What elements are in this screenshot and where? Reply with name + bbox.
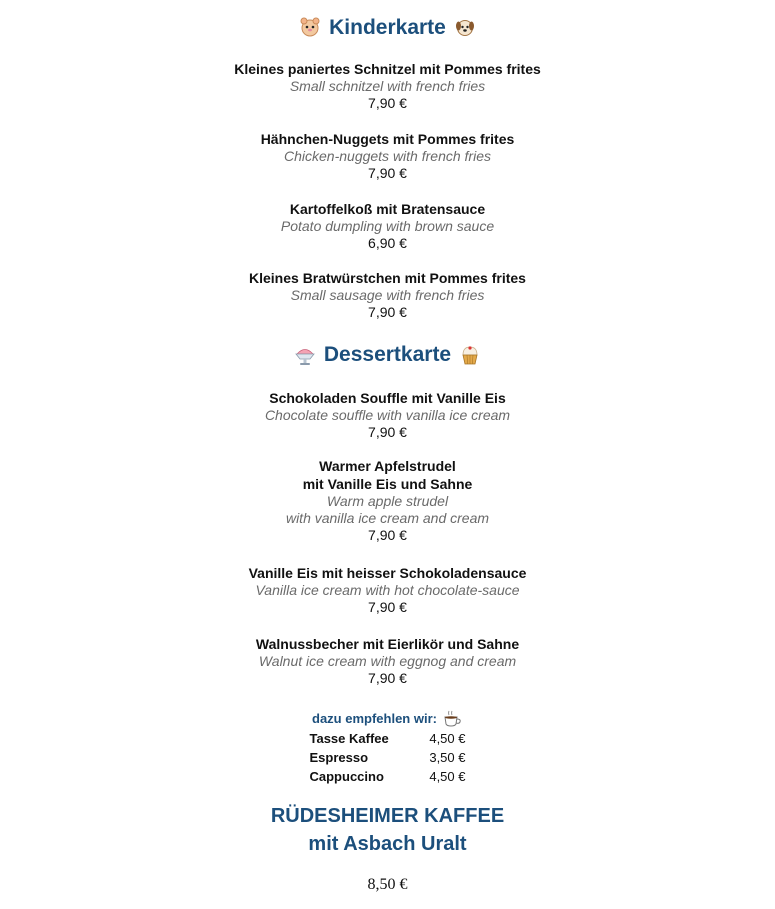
item-price: 7,90 € — [368, 165, 407, 181]
item-name-en: Potato dumpling with brown sauce — [280, 218, 495, 234]
item-price: 6,90 € — [368, 235, 407, 251]
special-title: RÜDESHEIMER KAFFEE — [270, 805, 505, 827]
hamster-face-icon — [299, 17, 321, 39]
item-name-en: Small sausage with french fries — [290, 287, 485, 303]
item-price: 7,90 € — [368, 527, 407, 543]
hot-beverage-icon — [443, 709, 463, 727]
kinderkarte-title — [0, 13, 775, 43]
kinder-item — [0, 130, 775, 182]
item-name-en: Warm apple strudel — [326, 493, 449, 509]
item-name-en: with vanilla ice cream and cream — [285, 510, 490, 526]
kinderkarte-title-text: Kinderkarte — [329, 16, 446, 39]
recommend-row — [0, 729, 775, 748]
item-name-en: Chicken-nuggets with french fries — [284, 148, 491, 164]
cupcake-icon — [459, 344, 481, 366]
item-name-en: Small schnitzel with french fries — [289, 78, 486, 94]
item-name-de: Warmer Apfelstrudel — [319, 458, 456, 474]
item-name-en: Chocolate souffle with vanilla ice cream — [264, 407, 511, 423]
kinder-item — [0, 200, 775, 252]
item-name-de: Kleines paniertes Schnitzel mit Pommes frites — [234, 61, 541, 77]
dessert-item — [0, 457, 775, 544]
item-price: 7,90 € — [368, 424, 407, 440]
recommend-name: Espresso — [309, 750, 369, 765]
kinder-item — [0, 60, 775, 112]
item-name-de: Hähnchen-Nuggets mit Pommes frites — [260, 131, 515, 147]
item-name-de: Vanille Eis mit heisser Schokoladensauce — [248, 565, 527, 581]
recommend-row — [0, 748, 775, 767]
special-subtitle: mit Asbach Uralt — [308, 833, 467, 855]
recommend-title-text: dazu empfehlen wir: — [312, 710, 437, 726]
item-name-de: Kleines Bratwürstchen mit Pommes frites — [249, 270, 526, 286]
dessert-item — [0, 564, 775, 616]
shaved-ice-icon — [294, 344, 316, 366]
recommend-row — [0, 767, 775, 786]
special-block — [0, 802, 775, 858]
recommend-name: Tasse Kaffee — [309, 731, 389, 746]
dessert-item — [0, 635, 775, 687]
item-price: 7,90 € — [368, 670, 407, 686]
recommend-price: 4,50 € — [429, 769, 466, 784]
item-name-de: Schokoladen Souffle mit Vanille Eis — [269, 390, 506, 406]
recommend-name: Cappuccino — [309, 769, 384, 784]
dog-face-icon — [454, 17, 476, 39]
dessert-item — [0, 389, 775, 441]
item-price: 7,90 € — [368, 304, 407, 320]
recommend-title — [0, 708, 775, 728]
item-name-en: Walnut ice cream with eggnog and cream — [258, 653, 517, 669]
recommend-price: 3,50 € — [429, 750, 466, 765]
item-name-de: Walnussbecher mit Eierlikör und Sahne — [255, 636, 520, 652]
dessertkarte-title-text: Dessertkarte — [323, 343, 452, 366]
recommend-price: 4,50 € — [429, 731, 466, 746]
item-name-de: mit Vanille Eis und Sahne — [302, 476, 473, 492]
item-name-de: Kartoffelkoß mit Bratensauce — [289, 201, 486, 217]
item-price: 7,90 € — [368, 599, 407, 615]
item-name-en: Vanilla ice cream with hot chocolate-sauce — [255, 582, 520, 598]
recommend-list — [0, 729, 775, 786]
special-price: 8,50 € — [367, 876, 408, 893]
dessertkarte-title — [0, 340, 775, 370]
item-price: 7,90 € — [368, 95, 407, 111]
kinder-item — [0, 269, 775, 321]
